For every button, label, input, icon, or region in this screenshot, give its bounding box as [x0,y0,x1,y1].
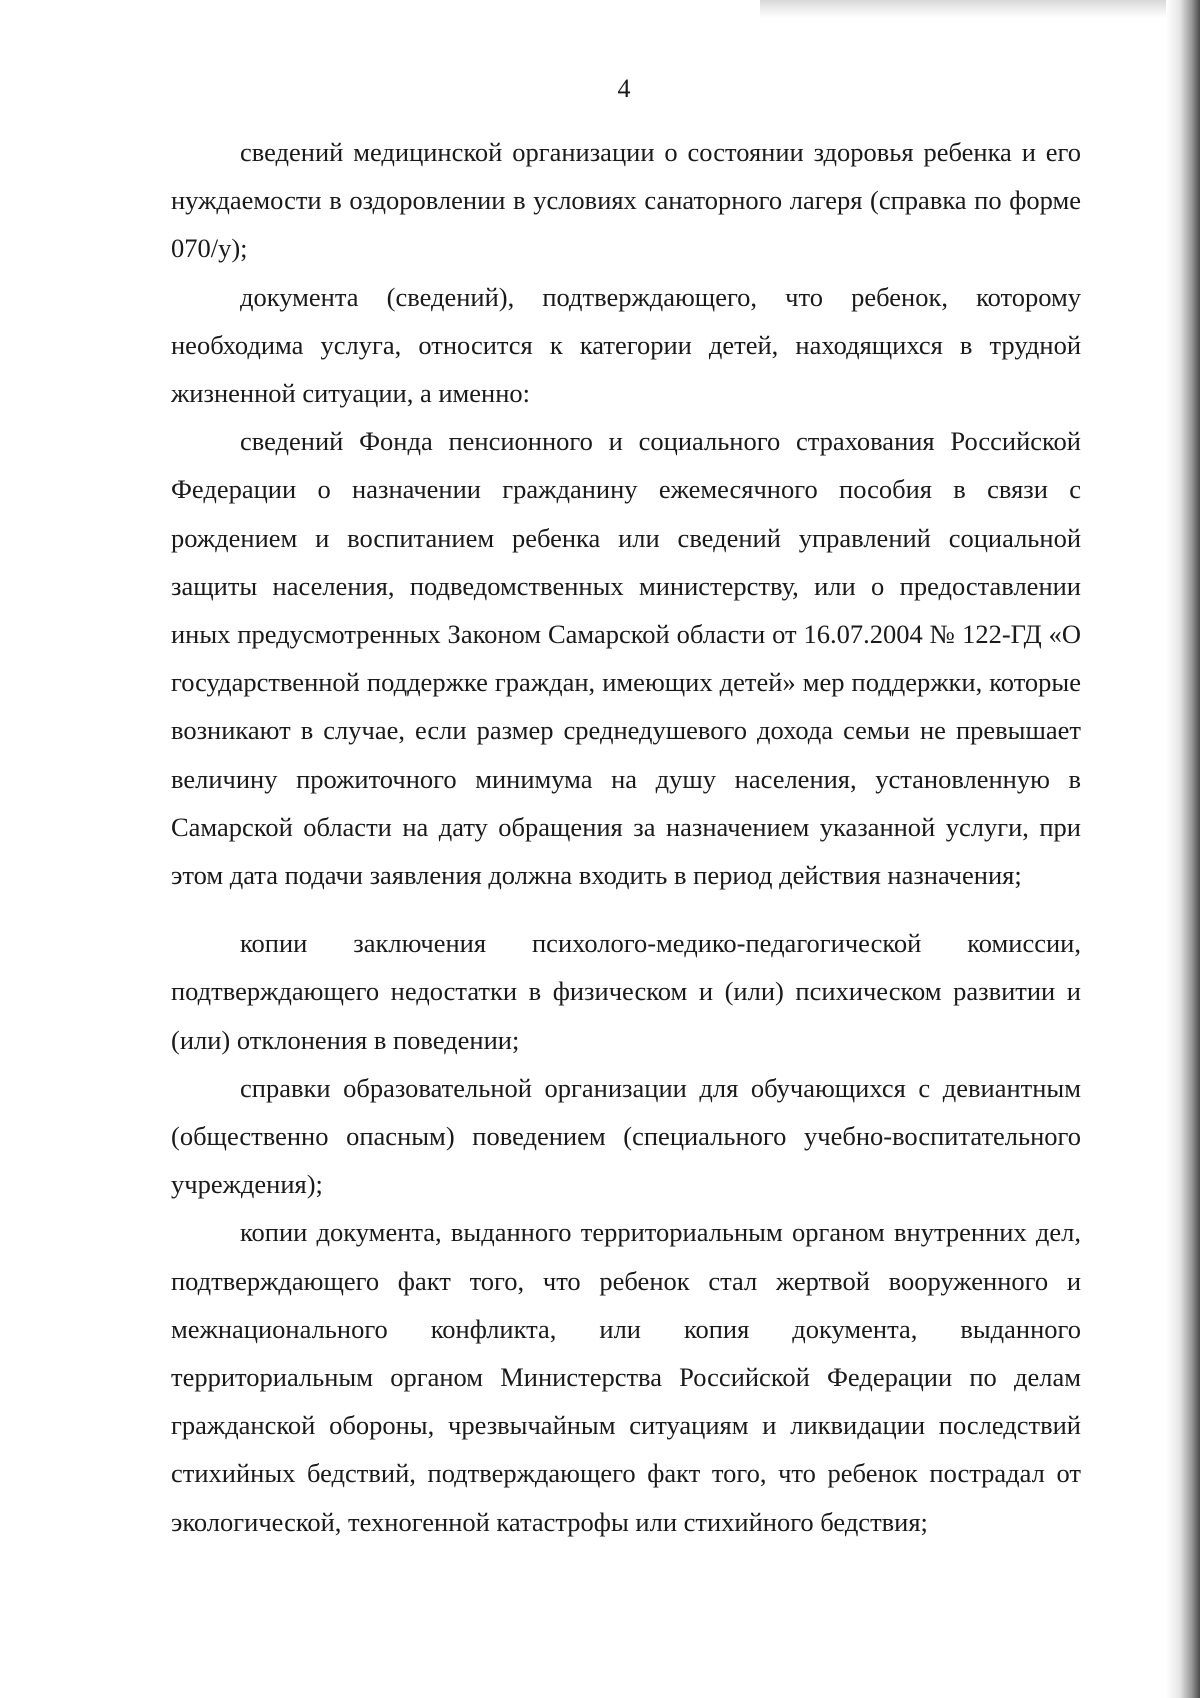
paragraph-school-certificate: справки образовательной организации для обучающихся с девиантным (общественно опасным) поведением (специального учебно-воспитательного учреждения); [171,1072,1081,1200]
scan-shadow-top [760,0,1200,18]
paragraph-pmpc-conclusion: копии заключения психолого-медико-педагогической комиссии, подтверждающего недостатки в физическом и (или) психическом развитии и (или) отклонения в поведении; [171,928,1081,1055]
paragraph-medical-certificate: сведений медицинской организации о состоянии здоровья ребенка и его нуждаемости в оздоровлении в условиях санаторного лагеря (справка по форме 070/у); [171,137,1081,264]
paragraph-victim-document: копии документа, выданного территориальным органом внутренних дел, подтверждающего факт того, что ребенок стал жертвой вооруженного и межнационального конфликта, или копия документа, выданного территориальным органом Министерства Российской Федерации по делам гражданской обороны, чрезвычайным ситуациям и ликвидации последствий стихийных бедствий, подтверждающего факт того, что ребенок пострадал от экологической, техногенной катастрофы или стихийного бедствия; [171,1217,1081,1537]
document-body [171,128,1081,1546]
scan-shadow-right [1166,0,1200,1698]
page-number: 4 [617,74,631,103]
paragraph-hardship-document: документа (сведений), подтверждающего, что ребенок, которому необходима услуга, относится к категории детей, находящихся в трудной жизненной ситуации, а именно: [171,281,1081,409]
paragraph-pension-fund-info: сведений Фонда пенсионного и социального страхования Российской Федерации о назначении гражданину ежемесячного пособия в связи с рождением и воспитанием ребенка или сведений управлений социальной защиты населения, подведомственных министерству, или о предоставлении иных предусмотренных Законом Самарской области от 16.07.2004 № 122-ГД «О государственной поддержке граждан, имеющих детей» мер поддержки, которые возникают в случае, если размер среднедушевого дохода семьи не превышает величину прожиточного минимума на душу населения, установленную в Самарской области на дату обращения за назначением указанной услуги, при этом дата подачи заявления должна входить в период действия назначения; [171,426,1081,891]
